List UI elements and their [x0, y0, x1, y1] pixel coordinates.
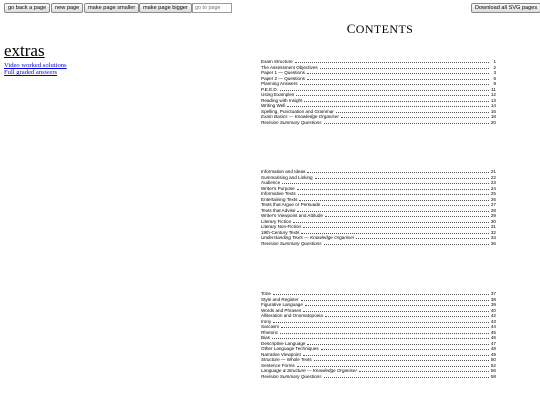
toc-entry-title: Sarcasm — [261, 324, 280, 329]
toc-entry-title: Information and Ideas — [261, 169, 306, 174]
toc-entry-page: 43 — [490, 318, 496, 324]
toc-entry-page: 40 — [490, 307, 496, 313]
toc-leader-dots — [307, 79, 489, 80]
toc-entry-title: Writing Well — [261, 103, 286, 108]
toc-entry-page: 24 — [490, 185, 496, 191]
toc-entry-page: 47 — [490, 340, 496, 346]
toc-entry-page: 6 — [493, 75, 496, 81]
toc-leader-dots — [304, 101, 489, 102]
toc-leader-dots — [303, 227, 489, 228]
toc-leader-dots — [298, 194, 489, 195]
toc-leader-dots — [273, 322, 489, 323]
toc-entry-page: 39 — [490, 302, 496, 307]
toc-leader-dots — [307, 73, 489, 74]
toc-entry-title: Audience — [261, 180, 281, 185]
toc-entry-page: 37 — [490, 291, 496, 296]
toc-leader-dots — [297, 211, 489, 212]
toc-entry-page: 34 — [490, 235, 496, 240]
toc-leader-dots — [297, 366, 489, 367]
make-page-smaller-button[interactable]: make page smaller — [84, 3, 139, 13]
toc-entry-page: 13 — [490, 97, 496, 103]
toc-entry-title: Irony — [261, 318, 272, 324]
toc-leader-dots — [293, 222, 489, 223]
toc-entry-title: Rhetoric — [261, 329, 279, 335]
toc-entry-page: 1 — [493, 59, 496, 64]
toc-leader-dots — [307, 344, 489, 345]
toc-entry-title: Texts that Argue or Persuade — [261, 202, 321, 207]
toc-entry-page: 31 — [490, 224, 496, 229]
toc-entry-page: 20 — [490, 119, 496, 125]
toc-section-2 — [261, 169, 496, 246]
toc-leader-dots — [273, 294, 489, 295]
toc-entry-title: Texts that Advise — [261, 207, 296, 213]
toc-entry-title: P.E.E.D. — [261, 86, 279, 92]
make-page-bigger-button[interactable]: make page bigger — [139, 3, 192, 13]
go-back-button[interactable]: go back a page — [4, 3, 50, 13]
toc-leader-dots — [280, 333, 489, 334]
toc-entry-page: 38 — [490, 296, 496, 302]
toc-entry-title: Language & Structure — Knowledge Organiser — [261, 368, 358, 373]
toc-entry-title: Words and Phrases — [261, 307, 302, 313]
toc-section-3 — [261, 291, 496, 379]
toc-entry-page: 11 — [491, 86, 496, 92]
toc-entry-page: 3 — [493, 70, 496, 75]
toc-leader-dots — [280, 90, 489, 91]
download-svg-button[interactable]: Download all SVG pages — [471, 3, 540, 13]
toc-section-1 — [261, 59, 496, 125]
toc-entry-page: 30 — [490, 218, 496, 224]
toc-leader-dots — [299, 200, 489, 201]
toc-leader-dots — [324, 377, 489, 378]
toc-leader-dots — [282, 183, 489, 184]
toc-leader-dots — [325, 216, 489, 217]
toc-leader-dots — [315, 178, 489, 179]
toc-entry-page: 21 — [490, 169, 496, 174]
toc-entry-page: 56 — [490, 368, 496, 373]
toc-leader-dots — [322, 205, 489, 206]
extras-heading: extras — [4, 41, 45, 60]
toc-entry-page: 52 — [490, 362, 496, 368]
page-title: CONTENTS — [346, 21, 414, 36]
toc-entry-title: Structure — Whole Texts — [261, 357, 312, 362]
toc-entry-page: 44 — [490, 324, 496, 329]
toc-entry-title: Bias — [261, 335, 270, 340]
toc-entry-title: Revision Summary Questions — [261, 373, 322, 379]
toc-entry-page: 18 — [490, 114, 496, 119]
toc-leader-dots — [307, 172, 489, 173]
graded-answers-link[interactable]: Full graded answers — [4, 69, 58, 76]
toc-leader-dots — [321, 349, 489, 350]
toc-entry-page: 28 — [490, 207, 496, 213]
toc-entry-page: 22 — [490, 174, 496, 180]
toc-leader-dots — [281, 327, 489, 328]
toc-entry[interactable] — [261, 241, 496, 247]
toc-entry-page: 46 — [490, 335, 496, 340]
toc-leader-dots — [336, 112, 489, 113]
toc-entry-page: 45 — [490, 329, 496, 335]
toc-entry[interactable] — [261, 120, 496, 126]
toc-leader-dots — [325, 316, 489, 317]
toc-leader-dots — [295, 62, 489, 63]
toc-entry-title: 19th-Century Texts — [261, 229, 300, 235]
toc-leader-dots — [359, 371, 489, 372]
toc-entry-title: Literary Non-Fiction — [261, 224, 302, 229]
toc-leader-dots — [305, 305, 489, 306]
toc-entry-title: Exam Basics — Knowledge Organiser — [261, 114, 339, 119]
toc-entry-title: Descriptive Language — [261, 340, 306, 346]
toc-entry-title: Tone — [261, 291, 271, 296]
toc-entry-title: Spelling, Punctuation and Grammar — [261, 108, 334, 114]
toc-entry-title: Understanding Texts — Knowledge Organiser — [261, 235, 355, 240]
toc-entry-page: 16 — [490, 108, 496, 114]
go-to-page-input[interactable] — [192, 3, 232, 13]
toc-leader-dots — [287, 106, 489, 107]
toc-leader-dots — [314, 360, 489, 361]
toc-entry-title: Writer's Viewpoint and Attitude — [261, 213, 323, 218]
toc-leader-dots — [300, 84, 489, 85]
toc-entry-page: 36 — [490, 240, 496, 246]
toc-entry-page: 48 — [490, 346, 496, 351]
toc-entry-title: Paper 1 — Questions — [261, 70, 305, 75]
toc-entry-page: 14 — [490, 103, 496, 108]
toc-entry-title: Entertaining Texts — [261, 196, 298, 202]
toc-entry-title: Alliteration and Onomatopoeia — [261, 313, 323, 318]
toc-entry-page: 29 — [490, 213, 496, 218]
toc-entry-page: 12 — [490, 92, 496, 97]
toc-entry-page: 26 — [490, 196, 496, 202]
toc-leader-dots — [356, 238, 489, 239]
toc-leader-dots — [324, 123, 489, 124]
toc-entry-page: 2 — [493, 64, 496, 70]
toc-entry-title: Summarising and Linking — [261, 174, 313, 180]
toc-entry-title: Revision Summary Questions — [261, 119, 322, 125]
toc-entry-title: Style and Register — [261, 296, 299, 302]
toc-entry-title: Narrative Viewpoint — [261, 351, 301, 357]
toc-leader-dots — [341, 117, 489, 118]
toc-entry-title: Paper 2 — Questions — [261, 75, 305, 81]
toc-entry-title: Reading with Insight — [261, 97, 303, 103]
toc-leader-dots — [303, 311, 489, 312]
toc-entry-page: 27 — [490, 202, 496, 207]
toc-leader-dots — [301, 300, 489, 301]
toc-entry-page: 32 — [490, 229, 496, 235]
toc-leader-dots — [301, 233, 489, 234]
toc-entry-page: 23 — [490, 180, 496, 185]
toc-entry[interactable] — [261, 374, 496, 380]
toc-entry-title: Literary Fiction — [261, 218, 292, 224]
toc-entry-page: 58 — [490, 373, 496, 379]
toc-entry-title: Sentence Forms — [261, 362, 295, 368]
toc-entry-title: Using Examples — [261, 92, 295, 97]
toc-leader-dots — [272, 338, 489, 339]
toc-entry-page: 49 — [490, 351, 496, 357]
video-solutions-link[interactable]: Video worked solutions — [4, 62, 67, 69]
new-page-button[interactable]: new page — [51, 3, 83, 13]
toc-leader-dots — [320, 68, 489, 69]
toc-entry-page: 25 — [490, 191, 496, 196]
toc-entry-page: 50 — [490, 357, 496, 362]
toc-entry-title: Exam Structure — [261, 59, 293, 64]
toc-leader-dots — [303, 355, 489, 356]
toc-entry-title: Writer's Purpose — [261, 185, 295, 191]
toc-entry-title: Informative Texts — [261, 191, 296, 196]
toc-leader-dots — [296, 95, 489, 96]
toc-entry-title: The Assessment Objectives — [261, 64, 318, 70]
toc-entry-title: Revision Summary Questions — [261, 240, 322, 246]
toc-entry-page: 9 — [493, 81, 496, 86]
toc-entry-title: Other Language Techniques — [261, 346, 319, 351]
toc-entry-title: Figurative Language — [261, 302, 303, 307]
toc-leader-dots — [324, 244, 489, 245]
toc-entry-title: Planning Answers — [261, 81, 298, 86]
toc-leader-dots — [297, 189, 489, 190]
toc-entry-page: 42 — [490, 313, 496, 318]
